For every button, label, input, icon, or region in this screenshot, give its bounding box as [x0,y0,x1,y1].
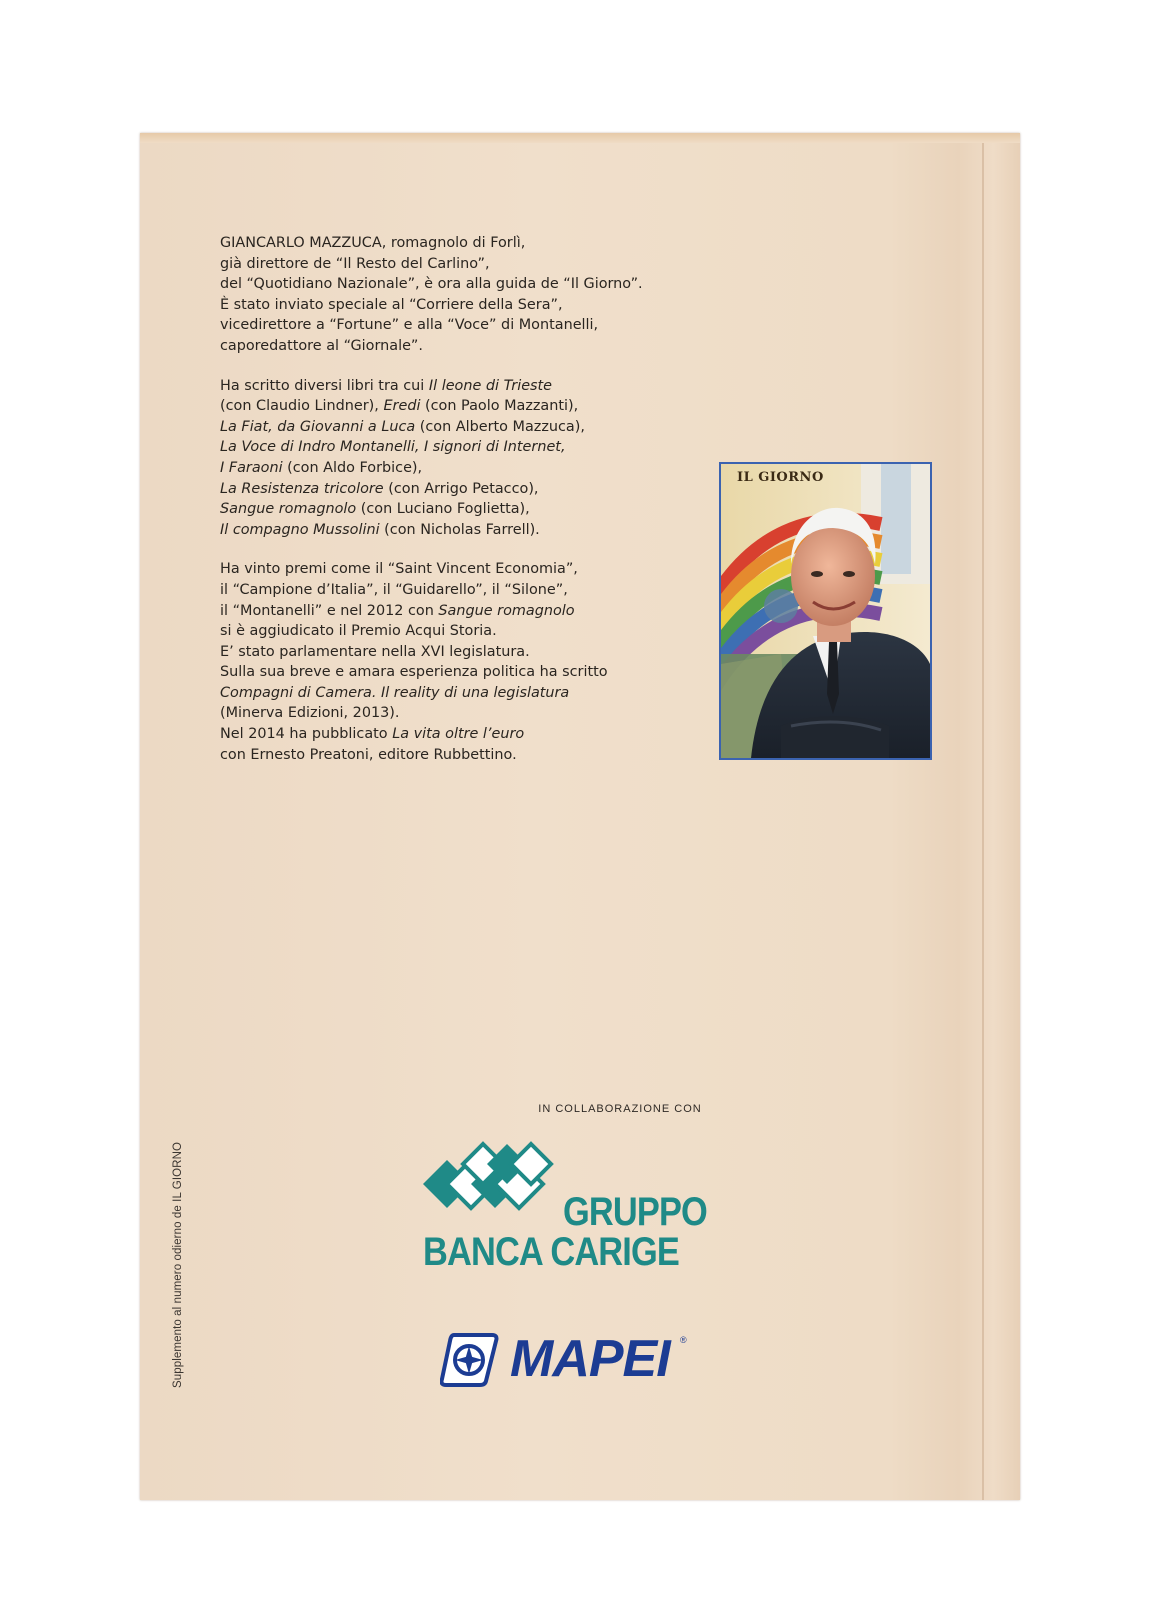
book-back-cover [140,133,1020,1500]
newspaper-masthead: IL GIORNO [737,470,824,485]
bio-line: vicedirettore a “Fortune” e alla “Voce” di Montanelli, [220,317,599,334]
bio-line: Ha vinto premi come il “Saint Vincent Economia”, [220,561,578,578]
bio-line: Nel 2014 ha pubblicato La vita oltre l’euro [220,726,525,743]
bio-line: Sangue romagnolo (con Luciano Foglietta), [220,501,530,518]
author-photo [719,462,932,760]
bio-paragraph-career [220,233,740,357]
registered-mark-icon: ® [680,1335,687,1345]
supplement-note: Supplemento al numero odierno de IL GIORNO [172,1141,184,1388]
author-biography [220,233,740,784]
bio-line: La Voce di Indro Montanelli, I signori di Internet, [220,439,566,456]
mapei-wordmark: MAPEI [510,1330,670,1388]
bio-line: La Resistenza tricolore (con Arrigo Petacco), [220,480,539,497]
author-portrait-illustration [721,464,930,758]
bio-line: si è aggiudicato il Premio Acqui Storia. [220,623,497,640]
carige-diamonds-icon [423,1140,573,1220]
bio-line: Il compagno Mussolini (con Nicholas Farrell). [220,521,540,538]
mapei-logo [440,1329,700,1391]
bio-line: con Ernesto Preatoni, editore Rubbettino. [220,746,517,763]
bio-paragraph-books [220,376,740,541]
bio-line: I Faraoni (con Aldo Forbice), [220,459,423,476]
carige-name-line1: GRUPPO [563,1190,707,1234]
bio-line: GIANCARLO MAZZUCA, romagnolo di Forlì, [220,235,526,251]
bio-line: (con Claudio Lindner), Eredi (con Paolo Mazzanti), [220,398,579,415]
bio-line: La Fiat, da Giovanni a Luca (con Alberto Mazzuca), [220,418,585,435]
bio-line: È stato inviato speciale al “Corriere della Sera”, [220,296,563,313]
bio-line: Ha scritto diversi libri tra cui Il leone di Trieste [220,377,553,394]
gruppo-banca-carige-logo [423,1140,743,1280]
bio-line: Sulla sua breve e amara esperienza politica ha scritto [220,664,608,681]
bio-line: Compagni di Camera. Il reality di una legislatura [220,684,570,701]
bio-line: caporedattore al “Giornale”. [220,337,423,354]
bio-line: il “Montanelli” e nel 2012 con Sangue romagnolo [220,602,575,619]
collaboration-label: IN COLLABORAZIONE CON [538,1103,702,1115]
carige-name-line2: BANCA CARIGE [423,1230,679,1274]
bio-line: del “Quotidiano Nazionale”, è ora alla guida de “Il Giorno”. [220,276,643,293]
bio-paragraph-awards [220,559,740,765]
bio-line: il “Campione d’Italia”, il “Guidarello”, il “Silone”, [220,581,568,598]
bio-line: (Minerva Edizioni, 2013). [220,705,400,722]
bio-line: già direttore de “Il Resto del Carlino”, [220,255,490,272]
bio-line: E’ stato parlamentare nella XVI legislatura. [220,643,530,660]
mapei-mark-icon [440,1331,500,1387]
